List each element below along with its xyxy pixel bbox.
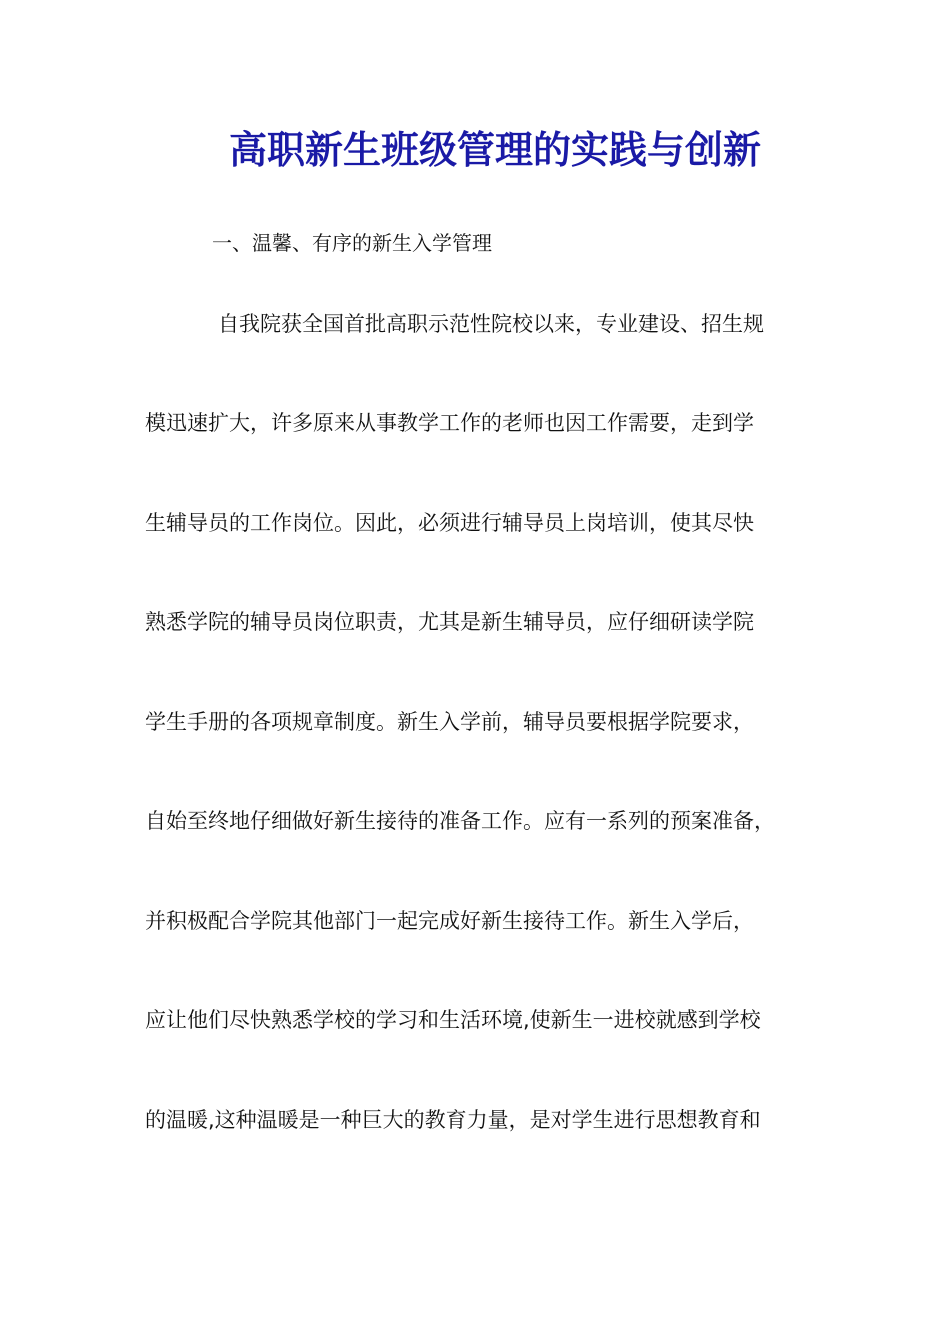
paragraph-line: 应让他们尽快熟悉学校的学习和生活环境,使新生一进校就感到学校: [145, 1008, 761, 1032]
paragraph-line: 的温暖,这种温暖是一种巨大的教育力量，是对学生进行思想教育和: [145, 1108, 761, 1132]
paragraph-line: 自始至终地仔细做好新生接待的准备工作。应有一系列的预案准备，: [145, 809, 775, 833]
paragraph-line: 自我院获全国首批高职示范性院校以来，专业建设、招生规: [218, 312, 764, 336]
paragraph-line: 并积极配合学院其他部门一起完成好新生接待工作。新生入学后，: [145, 909, 754, 933]
paragraph-line: 生辅导员的工作岗位。因此，必须进行辅导员上岗培训，使其尽快: [145, 511, 754, 535]
document-title: 高职新生班级管理的实践与创新: [228, 127, 761, 172]
paragraph-line: 模迅速扩大，许多原来从事教学工作的老师也因工作需要，走到学: [145, 411, 754, 435]
paragraph-line: 熟悉学院的辅导员岗位职责，尤其是新生辅导员，应仔细研读学院: [145, 610, 754, 634]
section-heading: 一、温馨、有序的新生入学管理: [212, 231, 492, 255]
paragraph-line: 学生手册的各项规章制度。新生入学前，辅导员要根据学院要求，: [145, 710, 754, 734]
